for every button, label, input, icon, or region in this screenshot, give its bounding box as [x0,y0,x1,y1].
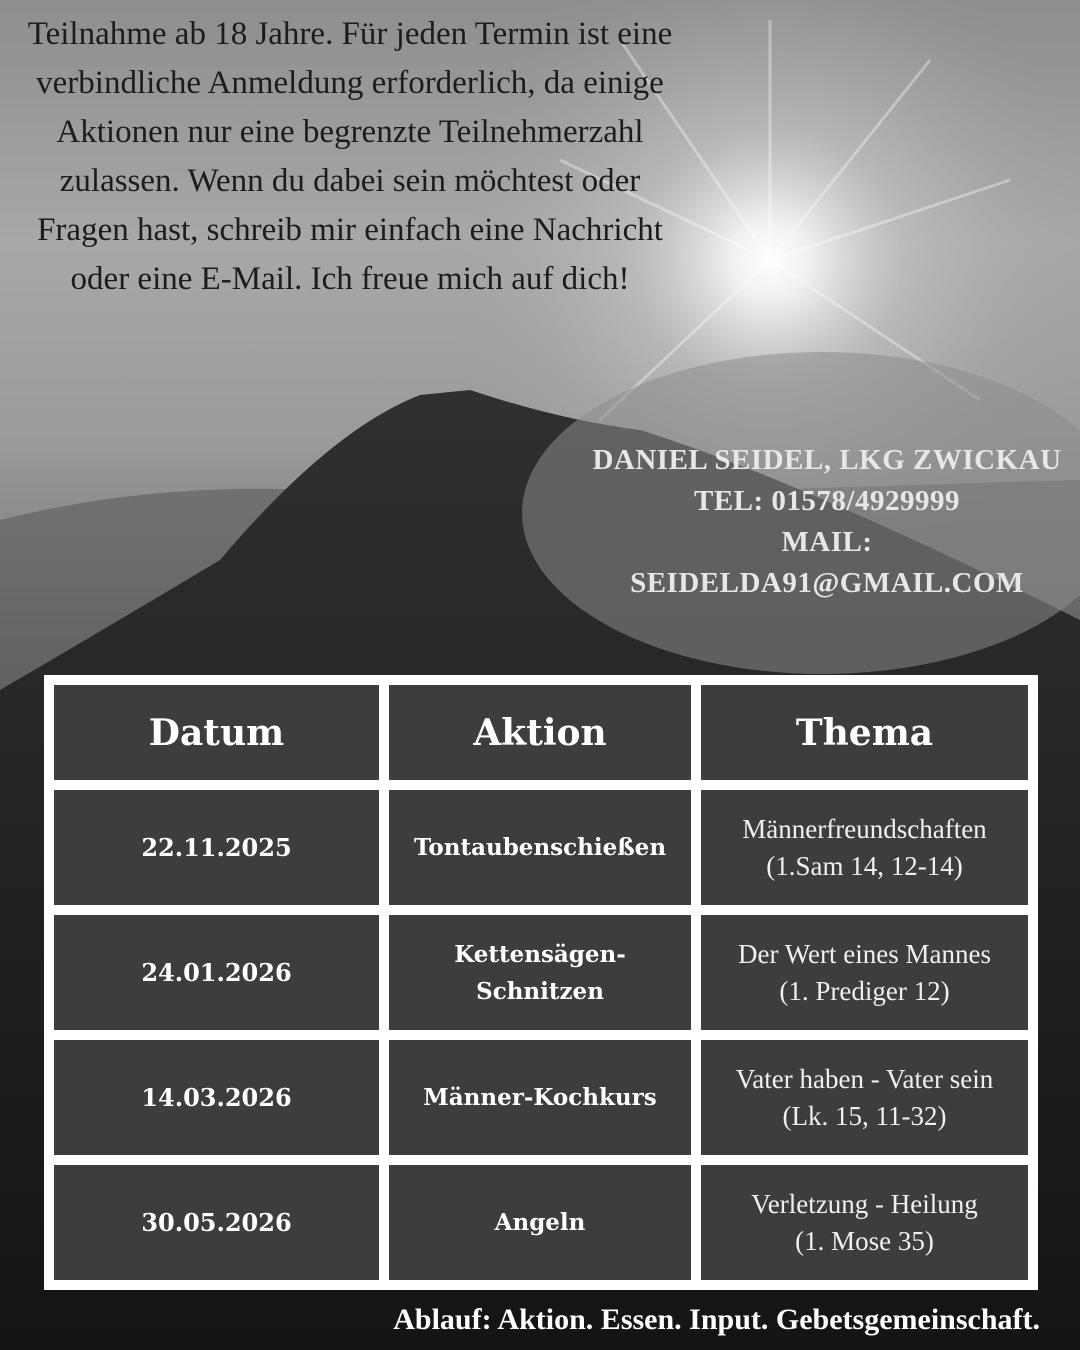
row-4-theme-reference: (1. Mose 35) [795,1225,934,1256]
row-4-theme-title: Verletzung - Heilung [751,1188,978,1219]
row-4-theme [701,1165,1028,1280]
row-3-date: 14.03.2026 [54,1040,379,1155]
intro-paragraph: Teilnahme ab 18 Jahre. Für jeden Termin ist eine verbindliche Anmeldung erforderlich, da einige Aktionen nur eine begrenzte Teilnehmerzahl zulassen. Wenn du dabei sein möchtest oder Fragen hast, schreib mir einfach eine Nachricht oder eine E-Mail. Ich freue mich auf dich! [27,16,673,297]
row-3-theme-title: Vater haben - Vater sein [735,1063,994,1094]
row-2-date: 24.01.2026 [54,915,379,1030]
row-1-theme [701,790,1028,905]
footer-agenda: Ablauf: Aktion. Essen. Input. Gebetsgemeinschaft. [393,1303,1040,1336]
contact-name: DANIEL SEIDEL, LKG ZWICKAU [592,444,1062,476]
row-1-theme-title: Männerfreundschaften [742,813,987,844]
row-2-action-line-2: Schnitzen [476,977,604,1005]
contact-phone: TEL: 01578/4929999 [694,485,960,517]
contact-mail-label: MAIL: [781,526,873,558]
schedule-table [44,675,1038,1290]
header-date: Datum [54,685,379,780]
row-1-date: 22.11.2025 [54,790,379,905]
row-3-theme-reference: (Lk. 15, 11-32) [782,1100,947,1131]
row-2-theme-title: Der Wert eines Mannes [738,938,991,969]
row-2-action [389,915,691,1030]
contact-block [552,440,1080,604]
row-3-action [389,1040,691,1155]
header-theme: Thema [701,685,1028,780]
row-3-action-line-1: Männer-Kochkurs [423,1084,657,1111]
row-2-theme-reference: (1. Prediger 12) [779,975,950,1006]
row-1-action-line-1: Tontaubenschießen [413,834,667,861]
row-4-action [389,1165,691,1280]
row-1-action [389,790,691,905]
row-4-action-line-1: Angeln [494,1209,586,1236]
contact-email: SEIDELDA91@GMAIL.COM [630,567,1024,599]
row-4-date: 30.05.2026 [54,1165,379,1280]
row-2-theme [701,915,1028,1030]
header-action: Aktion [389,685,691,780]
row-2-action-line-1: Kettensägen- [454,940,626,968]
row-3-theme [701,1040,1028,1155]
row-1-theme-reference: (1.Sam 14, 12-14) [766,850,963,881]
